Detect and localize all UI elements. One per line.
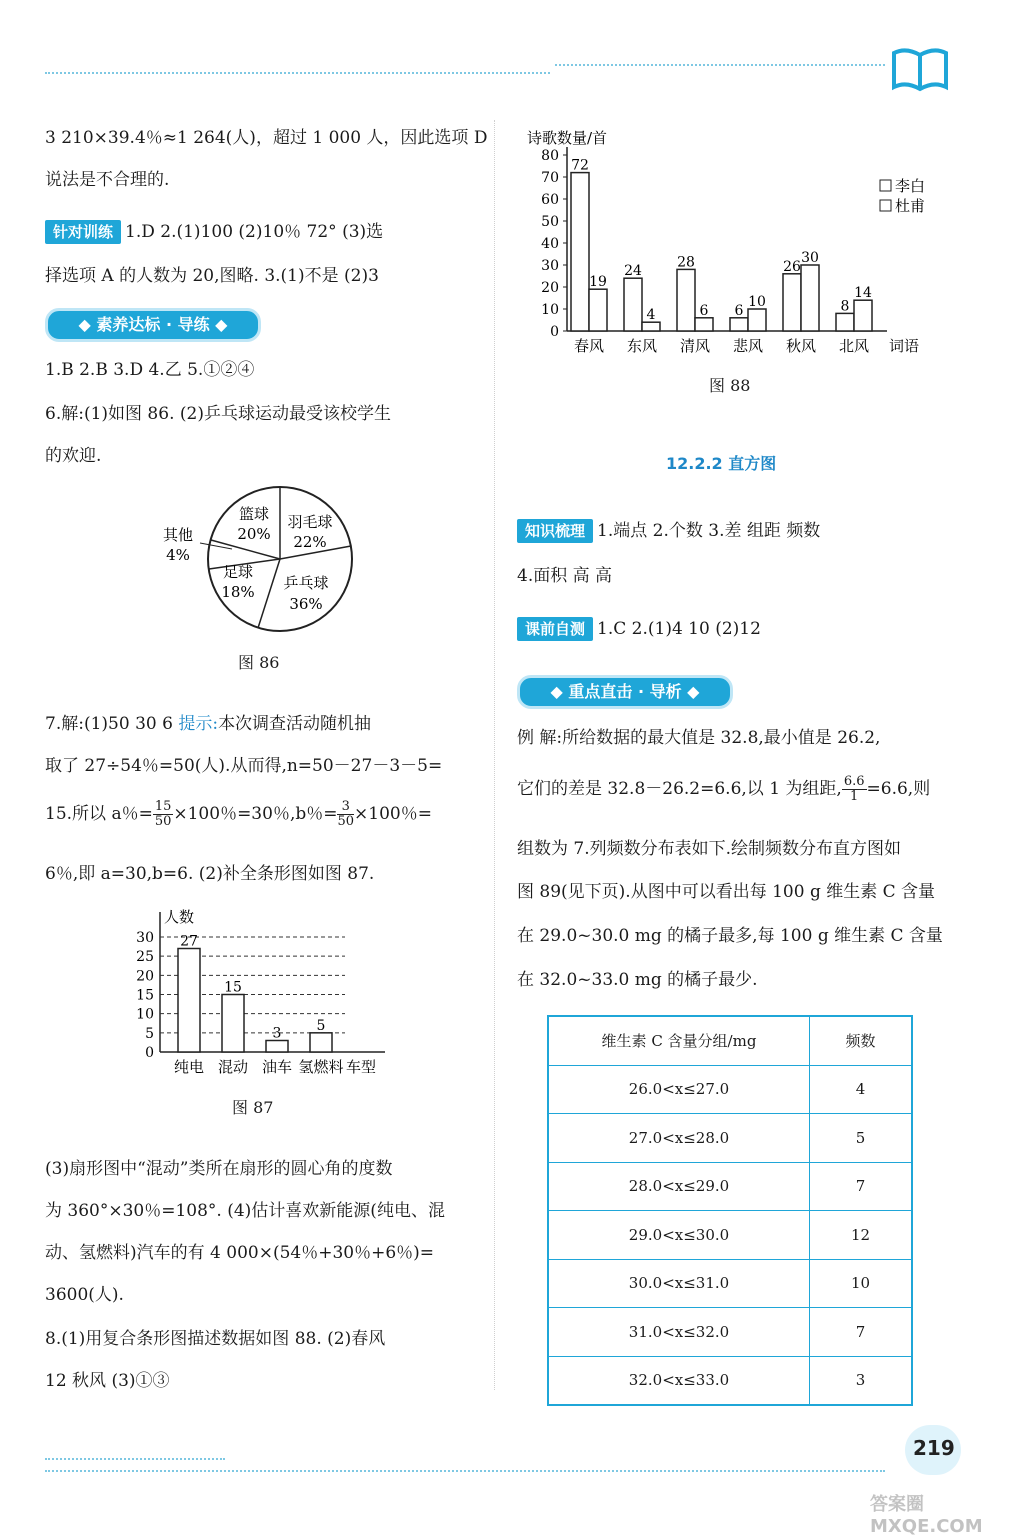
table-header: 频数 (810, 1016, 913, 1065)
table-cell: 4 (810, 1065, 913, 1114)
keqian-tag: 课前自测 (517, 617, 593, 641)
fig88-data-label: 10 (748, 294, 766, 310)
fig88-tick-label: 50 (541, 214, 559, 230)
table-cell: 31.0<x≤32.0 (548, 1308, 810, 1357)
fig88-caption: 图 88 (709, 376, 751, 395)
text-line: 取了 27÷54％=50(人).从而得,n=50－27－3－5= (45, 756, 443, 776)
watermark-logo: 答案圈 MXQE.COM (870, 1494, 983, 1537)
text-line: 的欢迎. (45, 446, 102, 466)
table-cell: 7 (810, 1308, 913, 1357)
fig87-category-label: 氢燃料 (298, 1058, 344, 1076)
legend-dufu: 杜甫 (895, 197, 926, 215)
fig87-bar (178, 949, 200, 1053)
fig88-tick-label: 20 (541, 280, 559, 296)
fig88-data-label: 26 (783, 258, 801, 275)
fig88-category-label: 春风 (573, 337, 605, 355)
text-line: 为 360°×30％=108°. (4)估计喜欢新能源(纯电、混 (45, 1201, 445, 1221)
fig87-ylabel: 人数 (164, 908, 195, 926)
fig87-tick-label: 0 (145, 1045, 154, 1061)
fig88-bar (836, 313, 854, 331)
keqian-block (517, 615, 947, 643)
fraction-numerator: 3 (337, 800, 354, 815)
fig87-xlabel: 车型 (346, 1058, 377, 1076)
table-cell: 3 (810, 1356, 913, 1405)
pie-label-other: 其他 (162, 526, 194, 544)
text-line: 在 29.0~30.0 mg 的橘子最多,每 100 g 维生素 C 含量 (517, 926, 943, 946)
text-line: 4.面积 高 高 (517, 566, 613, 586)
table-row (548, 1065, 912, 1114)
fig88-bar (624, 278, 642, 331)
fig87-caption: 图 87 (232, 1098, 274, 1117)
table-row (548, 1114, 912, 1163)
fraction (153, 800, 174, 829)
pie-value-basketball: 20% (237, 525, 271, 543)
text-seg: =6.6,则 (866, 779, 931, 799)
fig88-tick-label: 80 (541, 148, 559, 164)
zhishi-tag: 知识梳理 (517, 519, 593, 543)
text-line: 在 32.0~33.0 mg 的橘子最少. (517, 970, 758, 990)
fig88-category-label: 清风 (679, 337, 711, 355)
text-line: 动、氢燃料)汽车的有 4 000×(54％+30％+6％)= (45, 1243, 435, 1263)
fraction-denominator: 1 (850, 789, 859, 804)
fig87-bar (310, 1033, 332, 1052)
fig87-data-label: 15 (224, 979, 242, 996)
fig88-category-label: 北风 (838, 337, 870, 355)
pie-label-pingpong: 乒乓球 (283, 574, 329, 592)
table-row (548, 1308, 912, 1357)
fig88-tick-label: 60 (541, 192, 559, 208)
text-line: 3 210×39.4％≈1 264(人)，超过 1 000 人，因此选项 D (45, 128, 488, 148)
fraction (337, 800, 354, 829)
text-line: 说法是不合理的. (45, 170, 170, 190)
table-cell: 5 (810, 1114, 913, 1163)
text-line (45, 710, 485, 738)
table-cell: 29.0<x≤30.0 (548, 1211, 810, 1260)
zhendui-answers: 1.D 2.(1)100 (2)10％ 72° (3)选 (125, 222, 384, 242)
fig88-bar (642, 322, 660, 331)
fig88-data-label: 24 (624, 263, 642, 280)
fraction-numerator: 6.6 (843, 774, 865, 789)
fraction (842, 775, 867, 804)
table-header: 维生素 C 含量分组/mg (548, 1016, 810, 1065)
fig87-tick-label: 10 (136, 1006, 154, 1023)
fig87-data-label: 3 (272, 1025, 282, 1042)
fig88-bar (677, 269, 695, 331)
bar-chart-fig88 (517, 125, 937, 365)
page-number: 219 (913, 1436, 955, 1460)
pie-chart-fig86 (150, 485, 370, 645)
fraction-numerator: 15 (154, 799, 172, 814)
pie-label-badminton: 羽毛球 (287, 513, 333, 531)
fig87-bar (266, 1041, 288, 1053)
fig88-category-label: 秋风 (785, 337, 817, 355)
fig87-bar (222, 995, 244, 1053)
q7-hint-text: 本次调查活动随机抽 (218, 714, 372, 734)
fig88-data-label: 72 (571, 157, 589, 174)
table-header-row (548, 1016, 912, 1065)
bar-chart-fig87 (120, 900, 400, 1085)
text-line: 择选项 A 的人数为 20,图略. 3.(1)不是 (2)3 (45, 266, 379, 286)
pie-value-pingpong: 36% (289, 595, 323, 613)
text-line-fractions (45, 800, 485, 829)
fig88-tick-label: 30 (541, 258, 559, 274)
fig88-xlabel: 词语 (889, 337, 920, 355)
text-seg: ×100％=30％,b％= (173, 804, 338, 824)
fig86-caption: 图 86 (238, 653, 280, 672)
fig87-category-label: 纯电 (173, 1058, 205, 1076)
pie-label-basketball: 篮球 (238, 505, 270, 523)
book-logo-icon (890, 45, 950, 93)
fig87-category-label: 油车 (261, 1058, 293, 1076)
text-line: 3600(人). (45, 1285, 124, 1305)
legend-libai: 李白 (895, 177, 926, 195)
fig88-tick-label: 0 (550, 324, 559, 340)
fig88-tick-label: 40 (541, 236, 559, 252)
pie-value-other: 4% (166, 546, 190, 564)
fig88-tick-label: 10 (541, 302, 559, 318)
fraction-denominator: 50 (337, 814, 355, 829)
fig87-tick-label: 15 (136, 987, 154, 1004)
table-cell: 28.0<x≤29.0 (548, 1162, 810, 1211)
fraction-denominator: 50 (154, 814, 172, 829)
table-cell: 10 (810, 1259, 913, 1308)
table-row (548, 1211, 912, 1260)
table-row (548, 1356, 912, 1405)
fig88-bar (730, 318, 748, 331)
fig87-tick-label: 30 (136, 930, 154, 946)
fig88-category-label: 悲风 (732, 337, 764, 355)
fig88-data-label: 6 (699, 302, 709, 319)
fig88-data-label: 28 (677, 254, 695, 271)
text-line: 例 解:所给数据的最大值是 32.8,最小值是 26.2, (517, 728, 881, 748)
fig88-bar (589, 289, 607, 331)
table-cell: 30.0<x≤31.0 (548, 1259, 810, 1308)
zhendui-tag: 针对训练 (45, 220, 121, 244)
fig88-bar (571, 173, 589, 331)
table-cell: 7 (810, 1162, 913, 1211)
fig87-category-label: 混动 (217, 1058, 249, 1076)
fig87-tick-label: 5 (145, 1025, 154, 1042)
fig88-tick-label: 70 (541, 170, 559, 186)
header-dotted-line-right (555, 64, 885, 66)
text-line: (3)扇形图中“混动”类所在扇形的圆心角的度数 (45, 1159, 393, 1179)
pie-value-badminton: 22% (293, 533, 327, 551)
footer-dotted-line (45, 1458, 225, 1460)
pie-slice-line (258, 559, 280, 628)
zhendui-block (45, 218, 485, 246)
q7-answer: 7.解:(1)50 30 6 (45, 714, 179, 734)
fig88-bar (748, 309, 766, 331)
zhishi-block (517, 517, 947, 545)
fig88-category-label: 东风 (626, 337, 658, 355)
pie-label-football: 足球 (222, 563, 254, 581)
fig88-bar (854, 300, 872, 331)
text-line: 6％,即 a=30,b=6. (2)补全条形图如图 87. (45, 864, 375, 884)
table-cell: 32.0<x≤33.0 (548, 1356, 810, 1405)
fig87-data-label: 5 (316, 1017, 326, 1034)
text-line-fraction (517, 775, 947, 804)
answers-line: 1.B 2.B 3.D 4.乙 5.①②④ (45, 360, 255, 380)
text-line: 图 89(见下页).从图中可以看出每 100 g 维生素 C 含量 (517, 882, 936, 902)
fig88-bar (695, 318, 713, 331)
hint-label: 提示: (178, 714, 219, 734)
fig88-data-label: 14 (854, 285, 872, 302)
fig88-data-label: 4 (646, 307, 656, 324)
footer-dotted-line-long (45, 1470, 885, 1472)
pie-value-football: 18% (221, 583, 255, 601)
fig88-data-label: 6 (734, 302, 744, 319)
zhishi-answers: 1.端点 2.个数 3.差 组距 频数 (597, 521, 821, 541)
table-row (548, 1259, 912, 1308)
fig88-bar (801, 265, 819, 331)
text-seg: 它们的差是 32.8－26.2=6.6,以 1 为组距, (517, 779, 842, 799)
fig88-bar (783, 274, 801, 331)
legend-swatch-dufu (880, 200, 891, 211)
fig87-tick-label: 25 (136, 949, 154, 966)
section-title: 12.2.2 直方图 (666, 454, 777, 473)
fig87-data-label: 27 (180, 933, 198, 950)
text-seg: ×100％= (354, 804, 432, 824)
text-line: 8.(1)用复合条形图描述数据如图 88. (2)春风 (45, 1329, 386, 1349)
table-cell: 26.0<x≤27.0 (548, 1065, 810, 1114)
legend-swatch-libai (880, 180, 891, 191)
fig88-data-label: 30 (801, 250, 819, 266)
header-dotted-line (45, 72, 550, 74)
frequency-table (547, 1015, 913, 1406)
fig87-tick-label: 20 (136, 968, 154, 985)
text-line: 12 秋风 (3)①③ (45, 1371, 170, 1391)
fig88-ylabel: 诗歌数量/首 (527, 129, 608, 147)
table-cell: 12 (810, 1211, 913, 1260)
column-separator (494, 120, 495, 1390)
table-row (548, 1162, 912, 1211)
zhongdian-section-pill: ◆ 重点直击 · 导析 ◆ (517, 675, 733, 709)
text-line: 6.解:(1)如图 86. (2)乒乓球运动最受该校学生 (45, 404, 391, 424)
text-seg: 15.所以 a％= (45, 804, 153, 824)
fig88-data-label: 19 (589, 274, 607, 291)
table-cell: 27.0<x≤28.0 (548, 1114, 810, 1163)
keqian-answers: 1.C 2.(1)4 10 (2)12 (597, 619, 761, 639)
suyang-section-pill: ◆ 素养达标 · 导练 ◆ (45, 308, 261, 342)
text-line: 组数为 7.列频数分布表如下.绘制频数分布直方图如 (517, 839, 902, 859)
fig88-data-label: 8 (840, 298, 850, 315)
